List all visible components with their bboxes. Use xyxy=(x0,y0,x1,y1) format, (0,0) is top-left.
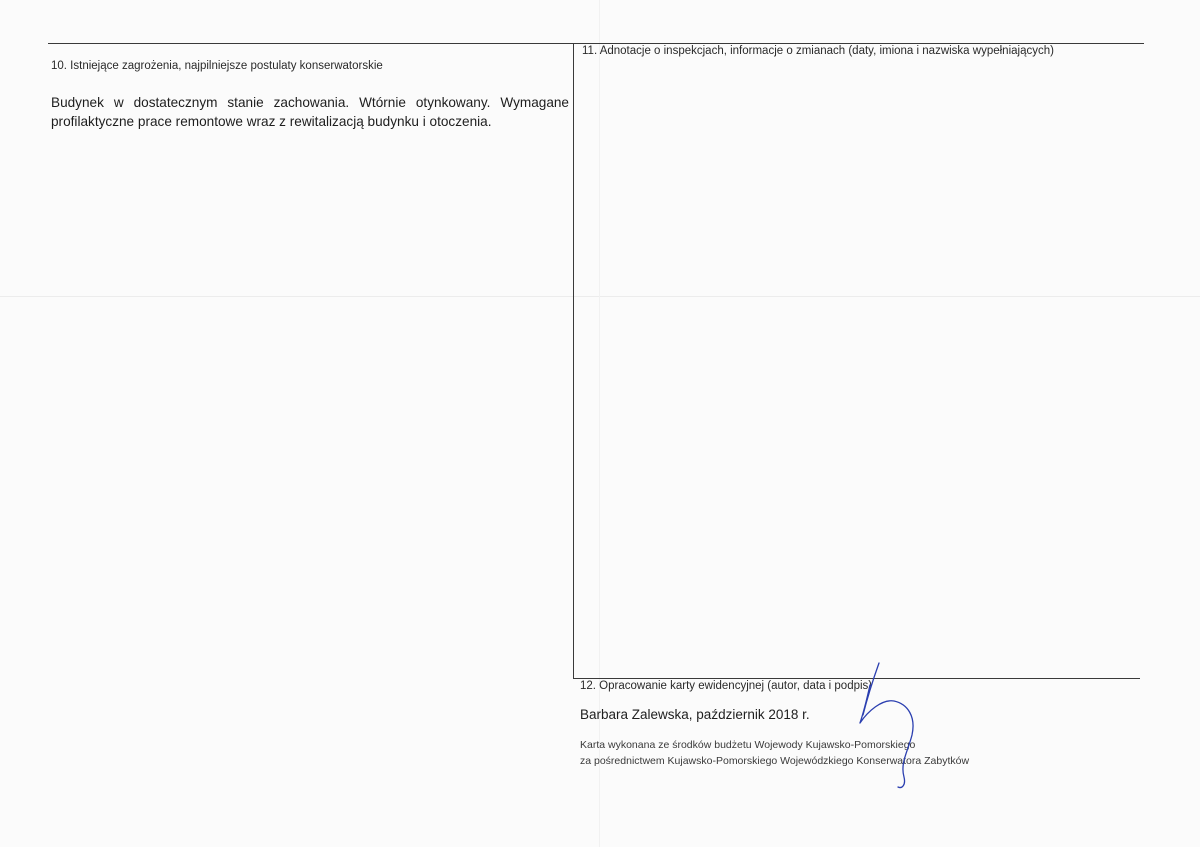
author-and-date: Barbara Zalewska, październik 2018 r. xyxy=(580,707,810,722)
section12-heading: 12. Opracowanie karty ewidencyjnej (autor, data i podpis) xyxy=(580,680,873,692)
top-border-line xyxy=(48,43,1144,44)
handwritten-signature-icon xyxy=(846,655,936,790)
section10-text xyxy=(51,93,569,131)
scan-fold-horizontal xyxy=(0,296,1200,297)
section10-heading: 10. Istniejące zagrożenia, najpilniejsze postulaty konserwatorskie xyxy=(51,60,383,72)
section11-heading: 11. Adnotacje o inspekcjach, informacje o zmianach (daty, imiona i nazwiska wypełniających) xyxy=(582,45,1054,57)
column-divider-line xyxy=(573,43,574,679)
section10-text-line1: Budynek w dostatecznym stanie zachowania. Wtórnie otynkowany. Wymagane xyxy=(51,95,569,110)
funding-note-line1: Karta wykonana ze środków budżetu Wojewody Kujawsko-Pomorskiego xyxy=(580,739,916,751)
funding-note-line2: za pośrednictwem Kujawsko-Pomorskiego Wojewódzkiego Konserwatora Zabytków xyxy=(580,755,970,767)
section10-text-line2: profilaktyczne prace remontowe wraz z rewitalizacją budynku i otoczenia. xyxy=(51,114,492,129)
